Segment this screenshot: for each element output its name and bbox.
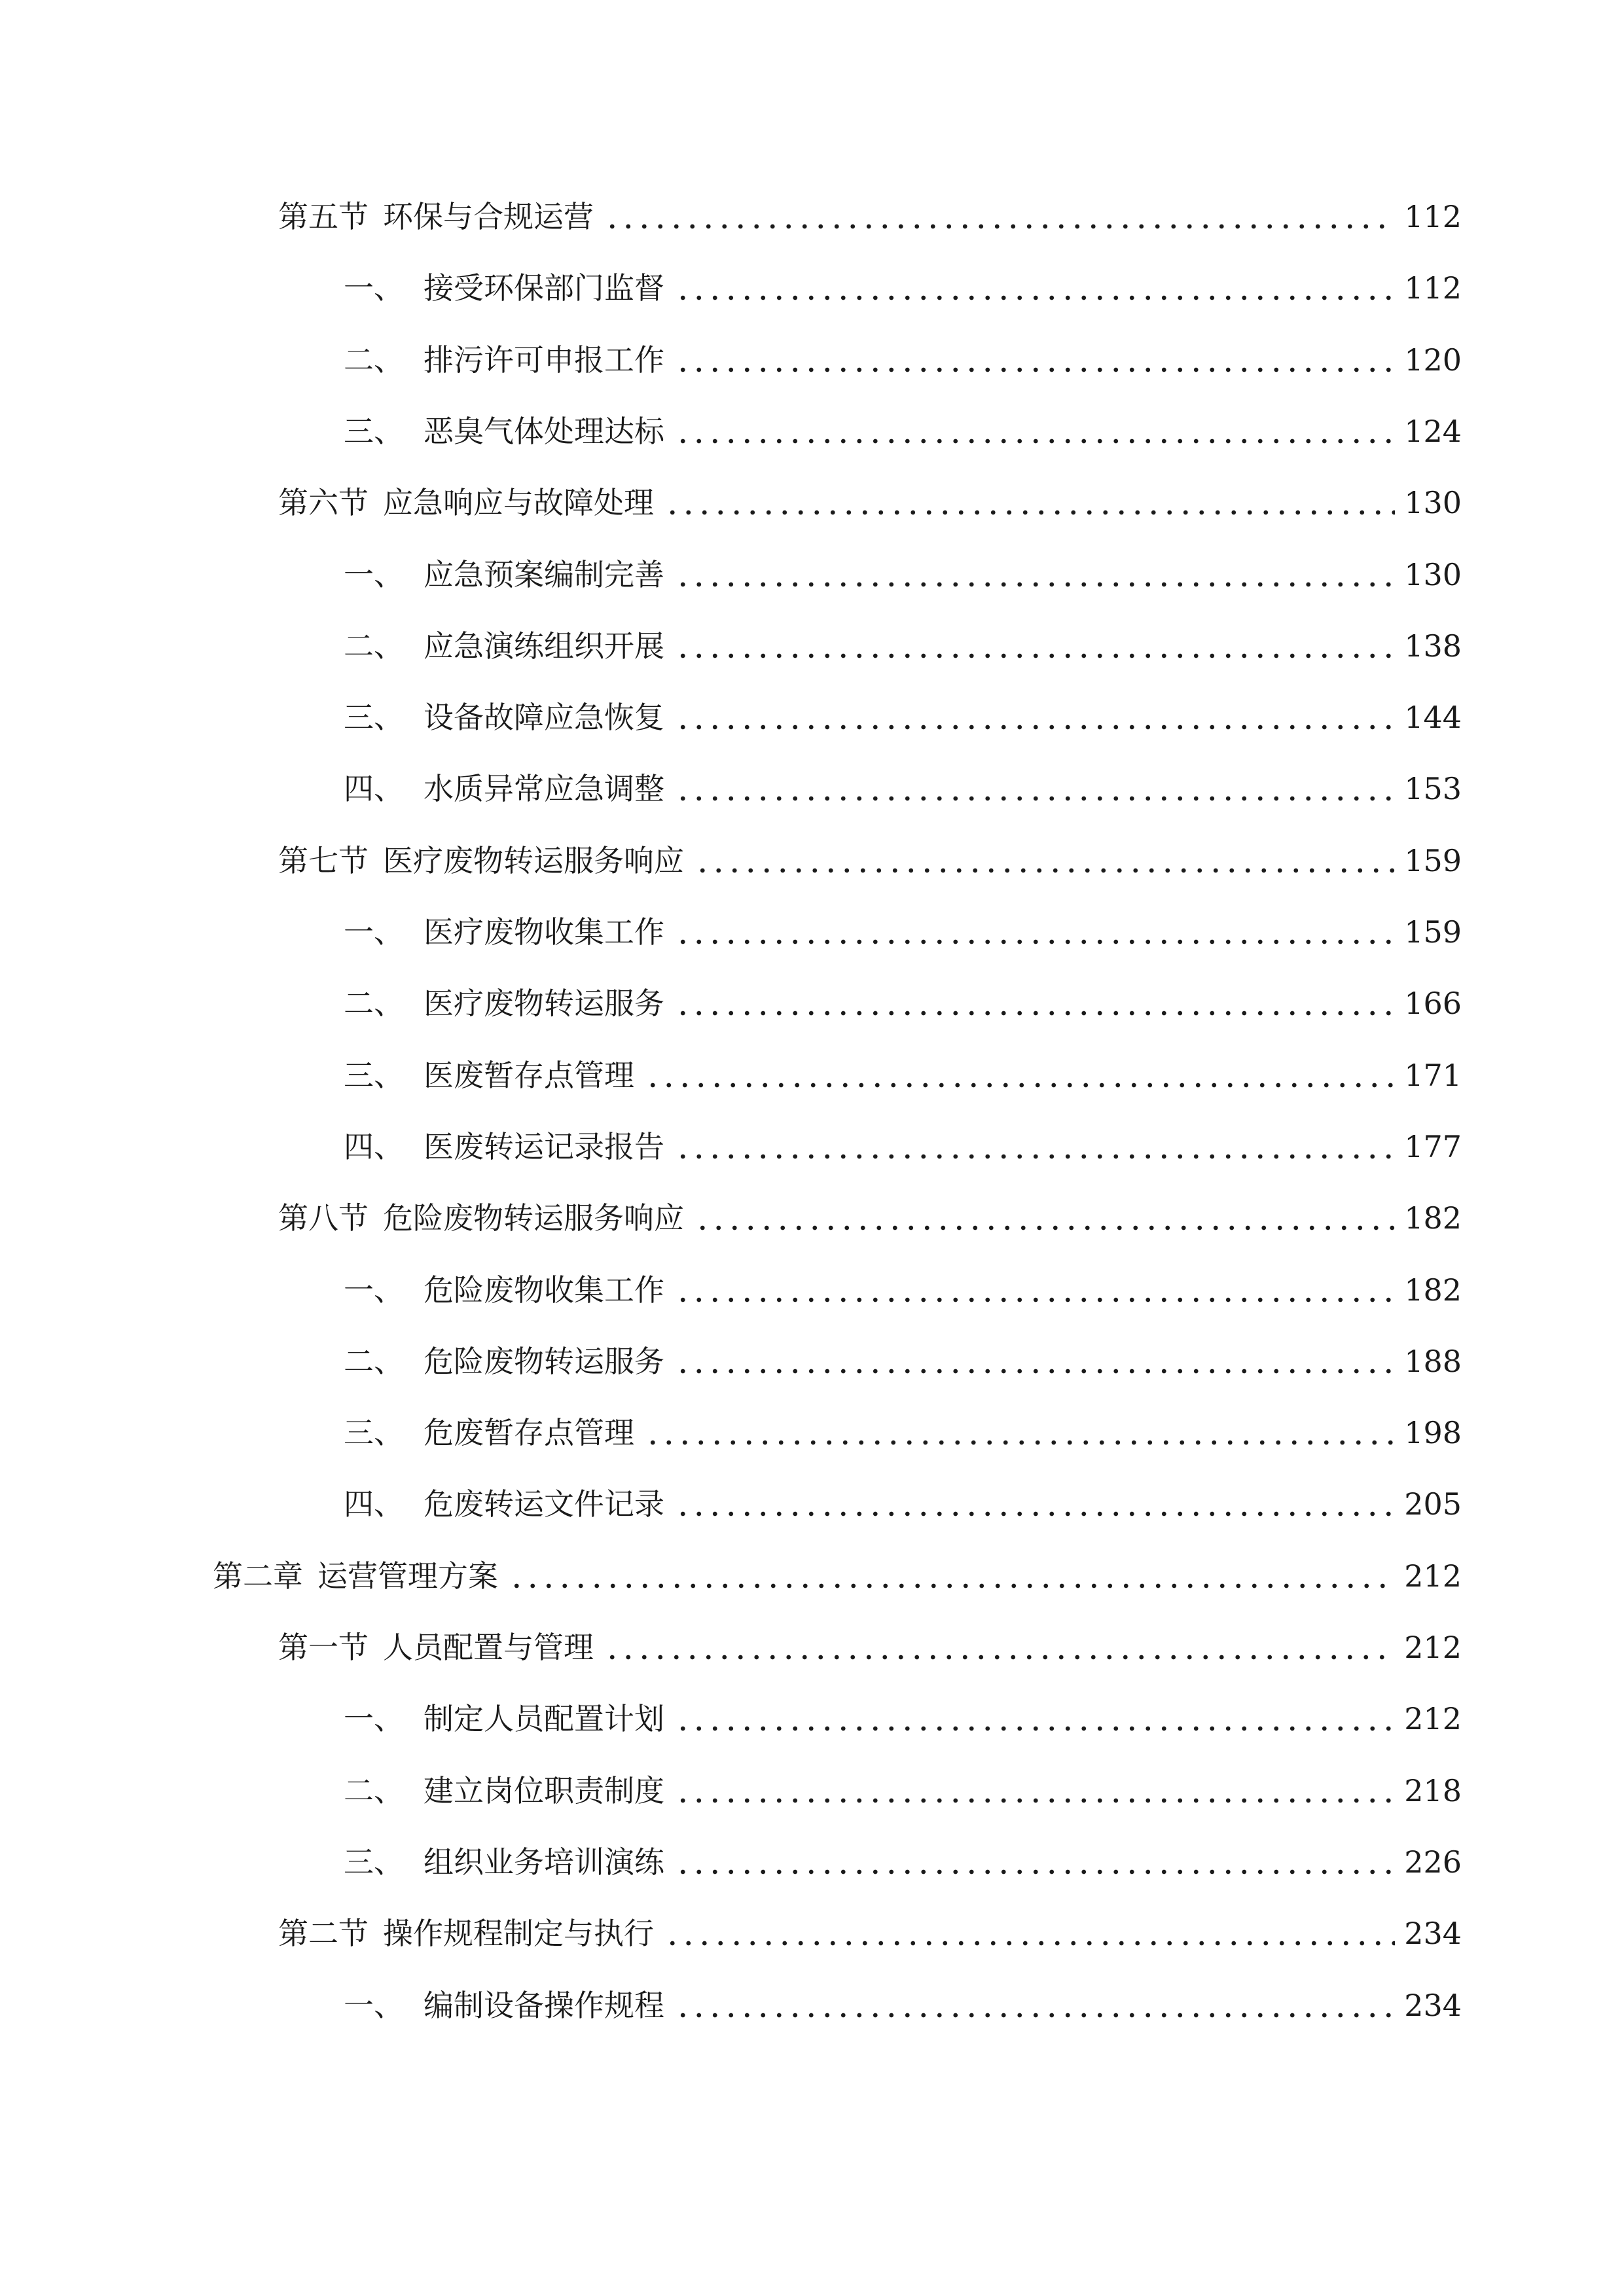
dot-leader	[645, 1052, 1395, 1098]
toc-entry-number: 四、	[344, 771, 404, 807]
toc-entry-page-number: 130	[1404, 485, 1462, 521]
dot-leader	[675, 1338, 1395, 1384]
dot-leader	[695, 838, 1395, 884]
toc-entry-title: 应急预案编制完善	[424, 556, 664, 592]
toc-entry-title: 编制设备操作规程	[424, 1987, 664, 2023]
toc-entry-number: 第八节	[278, 1200, 369, 1236]
toc-entry-page-number: 188	[1404, 1343, 1462, 1379]
toc-entry[interactable]	[344, 980, 1462, 1026]
toc-entry-page-number: 112	[1404, 270, 1462, 306]
toc-entry-title: 恶臭气体处理达标	[424, 413, 664, 449]
toc-entry-page-number: 218	[1404, 1772, 1462, 1808]
toc-entry[interactable]	[344, 1839, 1462, 1885]
toc-entry[interactable]	[344, 1338, 1462, 1384]
toc-entry-number: 一、	[344, 556, 404, 592]
toc-entry-page-number: 234	[1404, 1987, 1462, 2023]
toc-entry-title: 制定人员配置计划	[424, 1701, 664, 1737]
toc-entry-title: 水质异常应急调整	[424, 771, 664, 807]
toc-entry[interactable]	[278, 1195, 1462, 1241]
dot-leader	[675, 1839, 1395, 1885]
toc-entry-title: 操作规程制定与执行	[383, 1916, 654, 1952]
toc-entry-page-number: 212	[1404, 1558, 1462, 1594]
toc-entry-title: 危险废物转运服务响应	[383, 1200, 684, 1236]
toc-entry-page-number: 159	[1404, 914, 1462, 950]
toc-entry[interactable]	[344, 1768, 1462, 1814]
toc-entry-number: 一、	[344, 270, 404, 306]
toc-entry-page-number: 234	[1404, 1916, 1462, 1952]
dot-leader	[664, 480, 1395, 526]
toc-entry-title: 组织业务培训演练	[424, 1844, 664, 1880]
dot-leader	[675, 766, 1395, 812]
toc-entry-page-number: 182	[1404, 1200, 1462, 1236]
toc-entry-number: 二、	[344, 1772, 404, 1808]
toc-entry-number: 第二章	[213, 1558, 303, 1594]
toc-entry[interactable]	[344, 766, 1462, 812]
toc-entry-page-number: 153	[1404, 771, 1462, 807]
toc-entry-number: 一、	[344, 1272, 404, 1308]
toc-entry[interactable]	[344, 265, 1462, 311]
toc-entry[interactable]	[344, 1696, 1462, 1742]
toc-entry[interactable]	[344, 909, 1462, 955]
toc-entry-page-number: 130	[1404, 556, 1462, 592]
toc-entry-title: 危险废物收集工作	[424, 1272, 664, 1308]
dot-leader	[675, 1768, 1395, 1814]
toc-entry[interactable]	[344, 337, 1462, 383]
toc-entry[interactable]	[278, 838, 1462, 884]
toc-entry-page-number: 226	[1404, 1844, 1462, 1880]
toc-entry-title: 医废暂存点管理	[424, 1057, 634, 1093]
dot-leader	[675, 1982, 1395, 2028]
toc-entry-number: 三、	[344, 1844, 404, 1880]
toc-entry-title: 运营管理方案	[317, 1558, 498, 1594]
toc-entry-number: 一、	[344, 1987, 404, 2023]
dot-leader	[675, 909, 1395, 955]
dot-leader	[675, 623, 1395, 669]
toc-entry[interactable]	[344, 1267, 1462, 1313]
toc-entry[interactable]	[344, 1481, 1462, 1527]
toc-entry[interactable]	[344, 552, 1462, 598]
toc-entry-page-number: 212	[1404, 1630, 1462, 1665]
toc-entry-page-number: 112	[1404, 199, 1462, 234]
toc-entry[interactable]	[344, 1124, 1462, 1170]
toc-entry[interactable]	[278, 1910, 1462, 1956]
dot-leader	[509, 1553, 1395, 1599]
toc-entry-page-number: 212	[1404, 1701, 1462, 1737]
toc-entry-page-number: 166	[1404, 986, 1462, 1022]
toc-entry-title: 危废转运文件记录	[424, 1486, 664, 1522]
toc-entry-number: 二、	[344, 628, 404, 664]
dot-leader	[675, 1124, 1395, 1170]
toc-entry-number: 一、	[344, 1701, 404, 1737]
dot-leader	[675, 980, 1395, 1026]
toc-entry-number: 三、	[344, 1415, 404, 1451]
dot-leader	[695, 1195, 1395, 1241]
toc-entry-page-number: 182	[1404, 1272, 1462, 1308]
toc-entry[interactable]	[278, 1624, 1462, 1670]
toc-entry[interactable]	[344, 408, 1462, 454]
dot-leader	[645, 1410, 1395, 1456]
toc-entry-number: 第六节	[278, 485, 369, 521]
toc-entry-page-number: 171	[1404, 1057, 1462, 1093]
toc-entry[interactable]	[278, 194, 1462, 240]
toc-entry-title: 建立岗位职责制度	[424, 1772, 664, 1808]
toc-entry-page-number: 120	[1404, 342, 1462, 378]
toc-entry-number: 三、	[344, 413, 404, 449]
toc-entry[interactable]	[344, 1052, 1462, 1098]
toc-entry-number: 第二节	[278, 1916, 369, 1952]
toc-entry[interactable]	[344, 623, 1462, 669]
dot-leader	[675, 694, 1395, 740]
toc-entry-title: 人员配置与管理	[383, 1630, 594, 1665]
dot-leader	[675, 1267, 1395, 1313]
toc-entry-title: 危险废物转运服务	[424, 1343, 664, 1379]
toc-entry-number: 三、	[344, 1057, 404, 1093]
toc-entry-page-number: 177	[1404, 1128, 1462, 1164]
toc-entry-number: 第一节	[278, 1630, 369, 1665]
toc-entry[interactable]	[213, 1553, 1462, 1599]
toc-entry-page-number: 138	[1404, 628, 1462, 664]
toc-entry-title: 应急响应与故障处理	[383, 485, 654, 521]
toc-entry-title: 医废转运记录报告	[424, 1128, 664, 1164]
toc-entry-title: 医疗废物转运服务	[424, 986, 664, 1022]
toc-entry-page-number: 198	[1404, 1415, 1462, 1451]
toc-entry-number: 第五节	[278, 199, 369, 234]
dot-leader	[675, 1481, 1395, 1527]
toc-entry-title: 应急演练组织开展	[424, 628, 664, 664]
toc-entry-number: 四、	[344, 1486, 404, 1522]
toc-entry[interactable]	[344, 1982, 1462, 2028]
toc-entry-number: 三、	[344, 700, 404, 736]
toc-entry[interactable]	[344, 694, 1462, 740]
toc-entry-title: 接受环保部门监督	[424, 270, 664, 306]
dot-leader	[675, 408, 1395, 454]
toc-entry-number: 二、	[344, 986, 404, 1022]
dot-leader	[604, 194, 1395, 240]
dot-leader	[675, 1696, 1395, 1742]
toc-entry-number: 一、	[344, 914, 404, 950]
toc-entry-page-number: 205	[1404, 1486, 1462, 1522]
dot-leader	[664, 1910, 1395, 1956]
toc-entry[interactable]	[344, 1410, 1462, 1456]
toc-entry-page-number: 144	[1404, 700, 1462, 736]
dot-leader	[675, 552, 1395, 598]
toc-entry-number: 四、	[344, 1128, 404, 1164]
dot-leader	[604, 1624, 1395, 1670]
toc-entry-number: 二、	[344, 1343, 404, 1379]
toc-entry-number: 二、	[344, 342, 404, 378]
toc-entry-title: 危废暂存点管理	[424, 1415, 634, 1451]
toc-entry[interactable]	[278, 480, 1462, 526]
toc-entry-title: 医疗废物收集工作	[424, 914, 664, 950]
toc-entry-title: 排污许可申报工作	[424, 342, 664, 378]
toc-entry-number: 第七节	[278, 842, 369, 878]
toc-entry-title: 环保与合规运营	[383, 199, 594, 234]
toc-entry-title: 设备故障应急恢复	[424, 700, 664, 736]
toc-entry-page-number: 124	[1404, 413, 1462, 449]
toc-entry-page-number: 159	[1404, 842, 1462, 878]
dot-leader	[675, 265, 1395, 311]
toc-entry-title: 医疗废物转运服务响应	[383, 842, 684, 878]
dot-leader	[675, 337, 1395, 383]
